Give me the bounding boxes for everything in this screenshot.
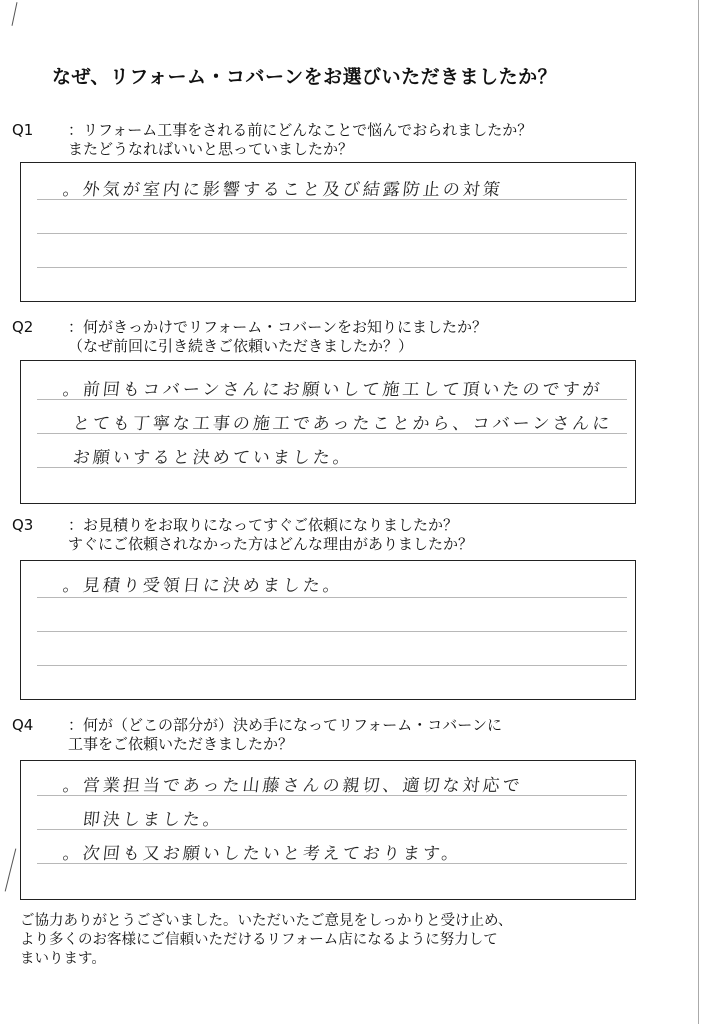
handwritten-answer: お願いすると決めていました。 [71,448,354,468]
question-number: Q1 [12,121,34,139]
handwritten-answer: 。見積り受領日に決めました。 [61,576,344,596]
ruled-line [37,233,627,234]
question-text: ：何が（どこの部分が）決め手になってリフォーム・コバーンに 工事をご依頼いただきましたか？ [68,716,502,753]
question-number: Q2 [12,318,34,336]
question-text: ：リフォーム工事をされる前にどんなことで悩んでおられましたか？ またどうなればいいと思っていましたか？ [68,121,533,158]
scan-edge-mark [12,2,18,26]
answer-box-3[interactable] [20,560,636,700]
closing-message: ご協力ありがとうございました。いただいたご意見をしっかりと受け止め、 より多くのお客様にご信頼いただけるリフォーム店になるように努力して まいります。 [20,913,513,967]
scan-edge-mark [5,849,17,892]
ruled-line [37,267,627,268]
handwritten-answer: 。前回もコバーンさんにお願いして施工して頂いたのですが [61,380,604,400]
handwritten-answer: 。営業担当であった山藤さんの親切、適切な対応で [61,776,524,796]
ruled-line [37,665,627,666]
question-number: Q3 [12,516,34,534]
question-text: ：お見積りをお取りになってすぐご依頼になりましたか？ すぐにご依頼されなかった方はどんな理由がありましたか？ [68,516,474,553]
answer-box-4[interactable] [20,760,636,900]
handwritten-answer: 。外気が室内に影響すること及び結露防止の対策 [61,180,504,200]
answer-box-1[interactable] [20,162,636,302]
ruled-line [37,631,627,632]
page-title: なぜ、リフォーム・コバーンをお選びいただきましたか？ [52,66,558,88]
handwritten-answer: 即決しました。 [81,810,224,830]
scan-edge-line [698,0,699,1024]
handwritten-answer: 。次回も又お願いしたいと考えております。 [61,844,463,864]
answer-box-2[interactable] [20,360,636,504]
ruled-line [37,597,627,598]
question-text: ：何がきっかけでリフォーム・コバーンをお知りにましたか？ （なぜ前回に引き続きご依頼いただきましたか？） [68,318,487,355]
question-number: Q4 [12,716,34,734]
handwritten-answer: とても丁寧な工事の施工であったことから、コバーンさんに [71,414,614,434]
